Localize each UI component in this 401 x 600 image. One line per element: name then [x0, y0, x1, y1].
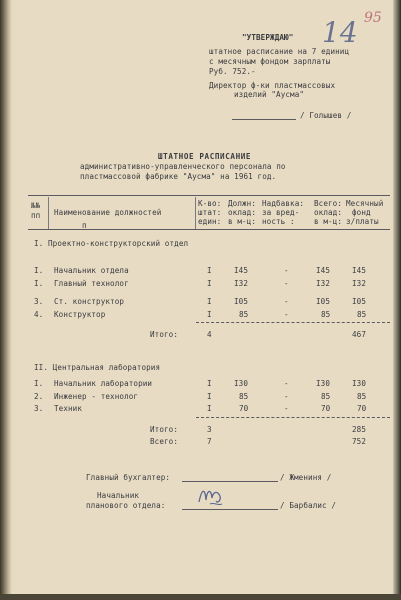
- row-bonus: -: [284, 379, 289, 388]
- table-top-rule: [28, 195, 390, 196]
- row-name: Техник: [54, 404, 83, 413]
- chief-accountant-label: Главный бухгалтер:: [86, 473, 171, 482]
- row-fund: 70: [357, 404, 367, 413]
- row-fund: 85: [357, 310, 367, 319]
- row-num: 2.: [34, 392, 44, 401]
- row-qty: I: [207, 404, 212, 413]
- row-bonus: -: [284, 266, 289, 275]
- row-name: Ст. конструктор: [54, 297, 125, 306]
- chief-accountant-name: / Жмениня /: [280, 473, 332, 482]
- header-bonus-2: за вред-: [262, 208, 300, 217]
- row-num: 4.: [34, 310, 44, 319]
- row-total: 70: [321, 404, 331, 413]
- row-qty: I: [207, 279, 212, 288]
- header-salary-1: Должн:: [228, 199, 257, 208]
- header-fund-1: Месячный: [346, 199, 384, 208]
- section-1-subtotal-label: Итого:: [150, 330, 179, 339]
- handwritten-sheet-number: 14: [322, 16, 358, 49]
- row-total: I32: [316, 279, 331, 288]
- row-salary: 85: [239, 392, 249, 401]
- header-num-2: пп: [31, 211, 41, 220]
- planning-head-signature: [196, 482, 226, 512]
- document-subtitle-2: пластмассовой фабрике "Аусма" на 1961 год.: [80, 172, 277, 181]
- header-fund-2: фонд: [352, 208, 371, 217]
- row-name: Инженер - технолог: [54, 392, 139, 401]
- row-num: 3.: [34, 404, 44, 413]
- row-qty: I: [207, 379, 212, 388]
- planning-head-label-1: Начальник: [97, 491, 140, 500]
- header-num-1: №№: [31, 201, 41, 210]
- approve-line-1: штатное расписание на 7 единиц: [209, 47, 350, 56]
- row-total: I45: [316, 266, 331, 275]
- row-num: I.: [34, 379, 44, 388]
- section-1-title: I. Проектно-конструкторский отдел: [34, 239, 189, 248]
- row-total: I30: [316, 379, 331, 388]
- archive-number: 95: [364, 10, 382, 26]
- row-salary: 85: [239, 310, 249, 319]
- header-name-1: Наименование должностей: [54, 208, 162, 217]
- row-name: Начальник отдела: [54, 266, 129, 275]
- header-divider-1: [48, 197, 49, 229]
- header-name-2: п: [82, 221, 87, 230]
- section-1-subtotal-fund: 467: [352, 330, 367, 339]
- section-2-rule: [196, 417, 390, 418]
- row-qty: I: [207, 266, 212, 275]
- row-qty: I: [207, 310, 212, 319]
- row-bonus: -: [284, 297, 289, 306]
- header-divider-2: [195, 197, 196, 229]
- header-qty-3: един:: [198, 217, 222, 226]
- approve-signature-name: / Голышев /: [300, 111, 352, 120]
- row-fund: I32: [352, 279, 367, 288]
- header-fund-3: з/платы: [346, 217, 379, 226]
- signature-line: [232, 119, 296, 120]
- row-qty: I: [207, 297, 212, 306]
- row-bonus: -: [284, 404, 289, 413]
- row-fund: I30: [352, 379, 367, 388]
- section-2-subtotal-label: Итого:: [150, 425, 179, 434]
- approve-line-4: Директор ф-ки пластмассовых: [209, 81, 336, 90]
- page-bottom-edge: [0, 594, 401, 600]
- document-subtitle-1: административно-управленческого персонала по: [80, 162, 286, 171]
- row-fund: 85: [357, 392, 367, 401]
- row-salary: 70: [239, 404, 249, 413]
- row-num: 3.: [34, 297, 44, 306]
- row-bonus: -: [284, 310, 289, 319]
- header-total-2: оклад:: [314, 208, 343, 217]
- header-salary-3: в м-ц:: [228, 217, 257, 226]
- header-qty-1: К-во:: [198, 199, 222, 208]
- header-bottom-rule: [28, 229, 390, 230]
- row-num: I.: [34, 279, 44, 288]
- header-bonus-3: ность :: [262, 217, 295, 226]
- row-name: Начальник лаборатории: [54, 379, 153, 388]
- header-salary-2: оклад:: [228, 208, 257, 217]
- row-total: 85: [321, 310, 331, 319]
- header-qty-2: штат:: [198, 208, 222, 217]
- section-2-subtotal-fund: 285: [352, 425, 367, 434]
- grand-total-qty: 7: [207, 437, 212, 446]
- row-total: 85: [321, 392, 331, 401]
- row-salary: I30: [234, 379, 249, 388]
- row-num: I.: [34, 266, 44, 275]
- row-salary: I32: [234, 279, 249, 288]
- row-salary: I45: [234, 266, 249, 275]
- approve-title: "УТВЕРЖДАЮ": [242, 33, 294, 42]
- binding-edge: [0, 0, 12, 600]
- row-total: I05: [316, 297, 331, 306]
- row-bonus: -: [284, 279, 289, 288]
- section-2-subtotal-qty: 3: [207, 425, 212, 434]
- grand-total-label: Всего:: [150, 437, 179, 446]
- row-fund: I45: [352, 266, 367, 275]
- grand-total-fund: 752: [352, 437, 367, 446]
- row-name: Конструктор: [54, 310, 106, 319]
- section-1-rule: [196, 322, 390, 323]
- planning-head-label-2: планового отдела:: [86, 501, 166, 510]
- approve-line-2: с месячным фондом зарплаты: [209, 57, 331, 66]
- page-right-edge: [393, 0, 401, 600]
- header-total-3: в м-ц:: [314, 217, 343, 226]
- approve-line-5: изделий "Аусма": [234, 90, 305, 99]
- header-bonus-1: Надбавка:: [262, 199, 305, 208]
- row-name: Главный технолог: [54, 279, 129, 288]
- row-qty: I: [207, 392, 212, 401]
- section-1-subtotal-qty: 4: [207, 330, 212, 339]
- approve-line-3: Руб. 752.-: [209, 67, 256, 76]
- header-total-1: Всего:: [314, 199, 343, 208]
- row-salary: I05: [234, 297, 249, 306]
- row-fund: I05: [352, 297, 367, 306]
- section-2-title: II. Центральная лаборатория: [34, 363, 161, 372]
- row-bonus: -: [284, 392, 289, 401]
- document-title: ШТАТНОЕ РАСПИСАНИЕ: [158, 152, 252, 161]
- planning-head-name: / Барбалис /: [280, 501, 337, 510]
